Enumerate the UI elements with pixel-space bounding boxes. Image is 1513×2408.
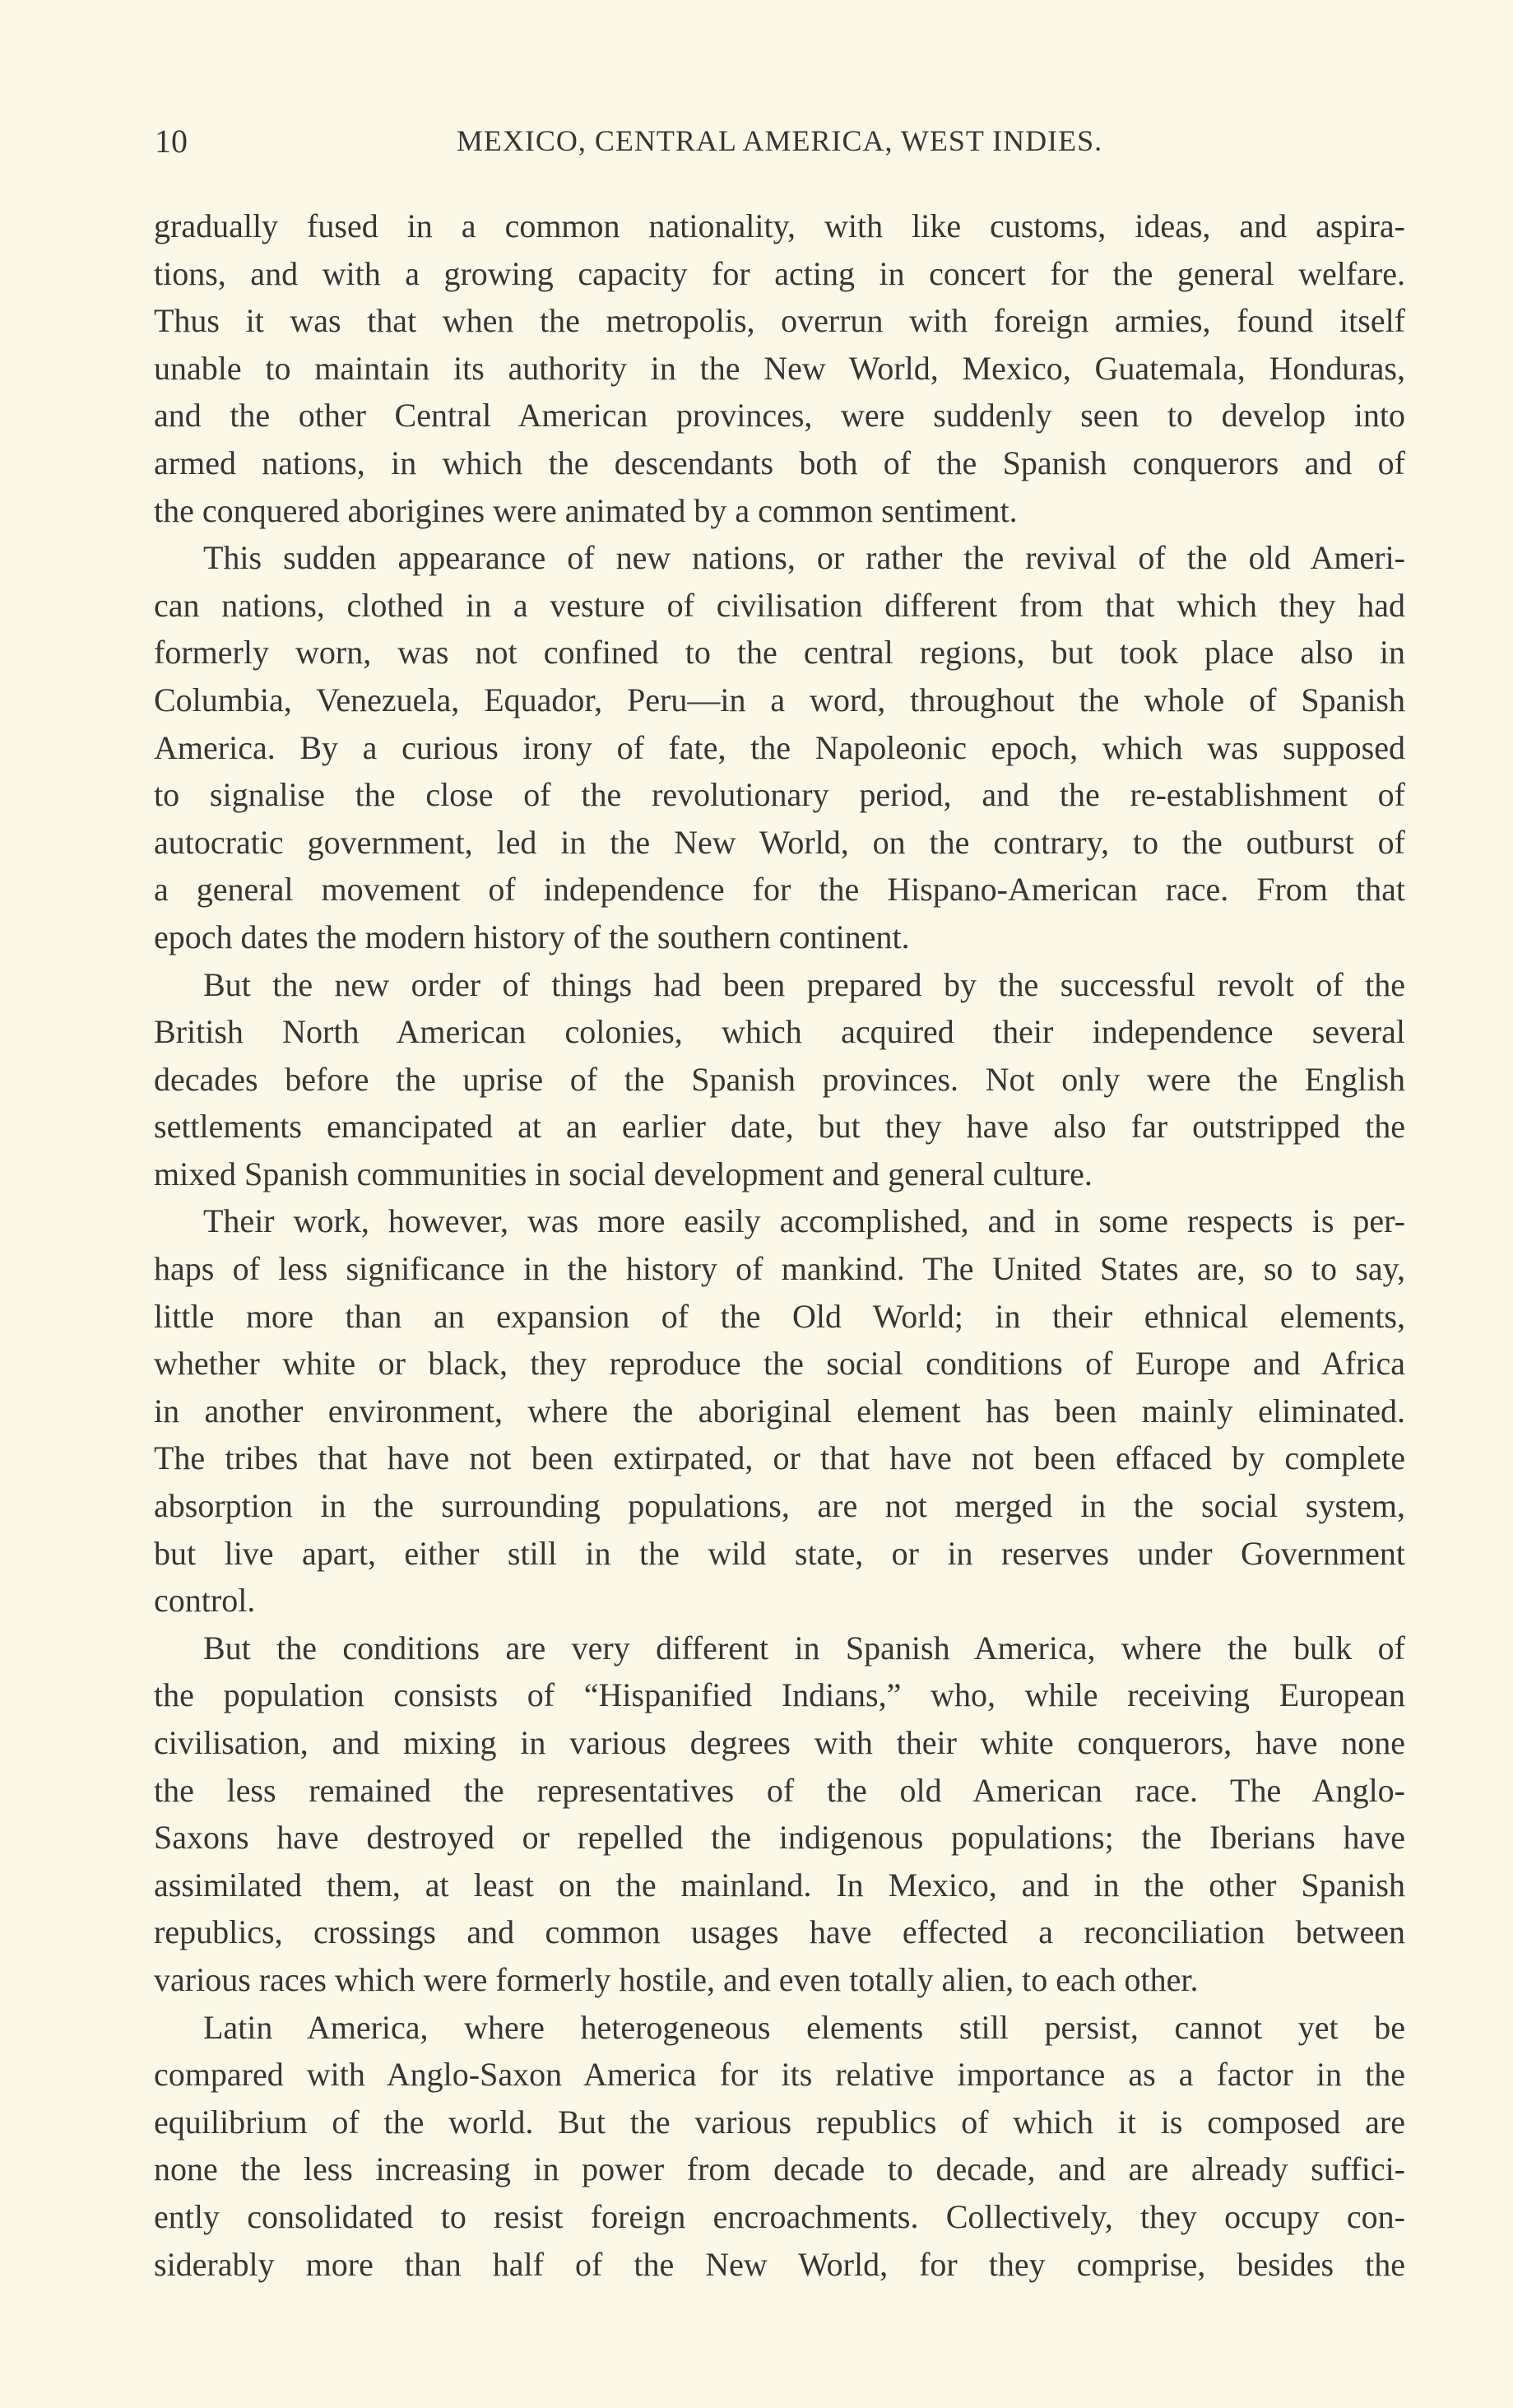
text-line: but live apart, either still in the wild state, or in reserves under Government — [154, 1534, 1405, 1572]
text-line: formerly worn, was not confined to the central regions, but took place also in — [154, 634, 1405, 672]
text-line: can nations, clothed in a vesture of civilisation different from that which they had — [154, 586, 1405, 624]
text-line: whether white or black, they reproduce the social conditions of Europe and Africa — [154, 1345, 1405, 1383]
text-line: republics, crossings and common usages have effected a reconciliation between — [154, 1913, 1405, 1951]
text-line: epoch dates the modern history of the southern continent. — [154, 918, 910, 955]
text-line: little more than an expansion of the Old World; in their ethnical elements, — [154, 1297, 1405, 1335]
text-line: mixed Spanish communities in social development and general culture. — [154, 1155, 1093, 1192]
text-line: in another environment, where the aboriginal element has been mainly eliminated. — [154, 1392, 1405, 1429]
text-line: and the other Central American provinces, were suddenly seen to develop into — [154, 397, 1405, 435]
text-line: tions, and with a growing capacity for acting in concert for the general welfare. — [154, 254, 1405, 292]
text-line: armed nations, in which the descendants both of the Spanish conquerors and of — [154, 444, 1405, 481]
text-line: control. — [154, 1582, 256, 1620]
paragraph — [154, 2004, 1405, 2289]
text-line: civilisation, and mixing in various degrees with their white conquerors, have none — [154, 1724, 1405, 1761]
paragraph — [154, 1625, 1405, 2004]
text-line: America. By a curious irony of fate, the Napoleonic epoch, which was supposed — [154, 728, 1405, 766]
text-line: the less remained the representatives of the old American race. The Anglo- — [154, 1771, 1405, 1809]
text-line: But the conditions are very different in Spanish America, where the bulk of — [203, 1629, 1405, 1667]
text-line: This sudden appearance of new nations, or rather the revival of the old Ameri- — [203, 539, 1405, 577]
text-line: assimilated them, at least on the mainland. In Mexico, and in the other Spanish — [154, 1866, 1405, 1904]
text-line: compared with Anglo-Saxon America for its relative importance as a factor in the — [154, 2056, 1405, 2094]
text-line: absorption in the surrounding populations, are not merged in the social system, — [154, 1487, 1405, 1525]
text-line: But the new order of things had been prepared by the successful revolt of the — [203, 965, 1405, 1003]
page-number: 10 — [155, 123, 188, 160]
text-line: Latin America, where heterogeneous elements still persist, cannot yet be — [203, 2008, 1405, 2046]
text-line: siderably more than half of the New World, for they comprise, besides the — [154, 2245, 1405, 2283]
paragraph — [154, 1197, 1405, 1624]
paragraph — [154, 961, 1405, 1198]
text-line: Their work, however, was more easily accomplished, and in some respects is per- — [203, 1202, 1405, 1240]
text-line: a general movement of independence for the Hispano-American race. From that — [154, 871, 1405, 909]
body-text — [154, 202, 1405, 2288]
text-line: Thus it was that when the metropolis, overrun with foreign armies, found itself — [154, 302, 1405, 340]
text-line: the population consists of “Hispanified Indians,” who, while receiving European — [154, 1676, 1405, 1714]
text-line: to signalise the close of the revolutionary period, and the re-establishment of — [154, 776, 1405, 814]
text-line: gradually fused in a common nationality, with like customs, ideas, and aspira- — [154, 207, 1405, 244]
text-line: Saxons have destroyed or repelled the indigenous populations; the Iberians have — [154, 1819, 1405, 1857]
text-line: British North American colonies, which acquired their independence several — [154, 1013, 1405, 1051]
text-line: ently consolidated to resist foreign encroachments. Collectively, they occupy con- — [154, 2197, 1405, 2235]
paragraph — [154, 534, 1405, 960]
text-line: The tribes that have not been extirpated, or that have not been effaced by complete — [154, 1439, 1405, 1477]
text-line: unable to maintain its authority in the New World, Mexico, Guatemala, Honduras, — [154, 349, 1405, 387]
running-title: MEXICO, CENTRAL AMERICA, WEST INDIES. — [456, 124, 1103, 157]
text-line: none the less increasing in power from decade to decade, and are already suffici- — [154, 2150, 1405, 2188]
text-line: various races which were formerly hostile, and even totally alien, to each other. — [154, 1960, 1199, 1998]
text-line: haps of less significance in the history of mankind. The United States are, so to say, — [154, 1250, 1405, 1288]
text-line: Columbia, Venezuela, Equador, Peru—in a word, throughout the whole of Spanish — [154, 681, 1405, 718]
text-line: settlements emancipated at an earlier date, but they have also far outstripped the — [154, 1108, 1405, 1146]
text-line: equilibrium of the world. But the various republics of which it is composed are — [154, 2103, 1405, 2141]
text-line: decades before the uprise of the Spanish provinces. Not only were the English — [154, 1060, 1405, 1098]
paragraph — [154, 202, 1405, 534]
text-line: autocratic government, led in the New World, on the contrary, to the outburst of — [154, 823, 1405, 861]
text-line: the conquered aborigines were animated by a common sentiment. — [154, 491, 1018, 529]
